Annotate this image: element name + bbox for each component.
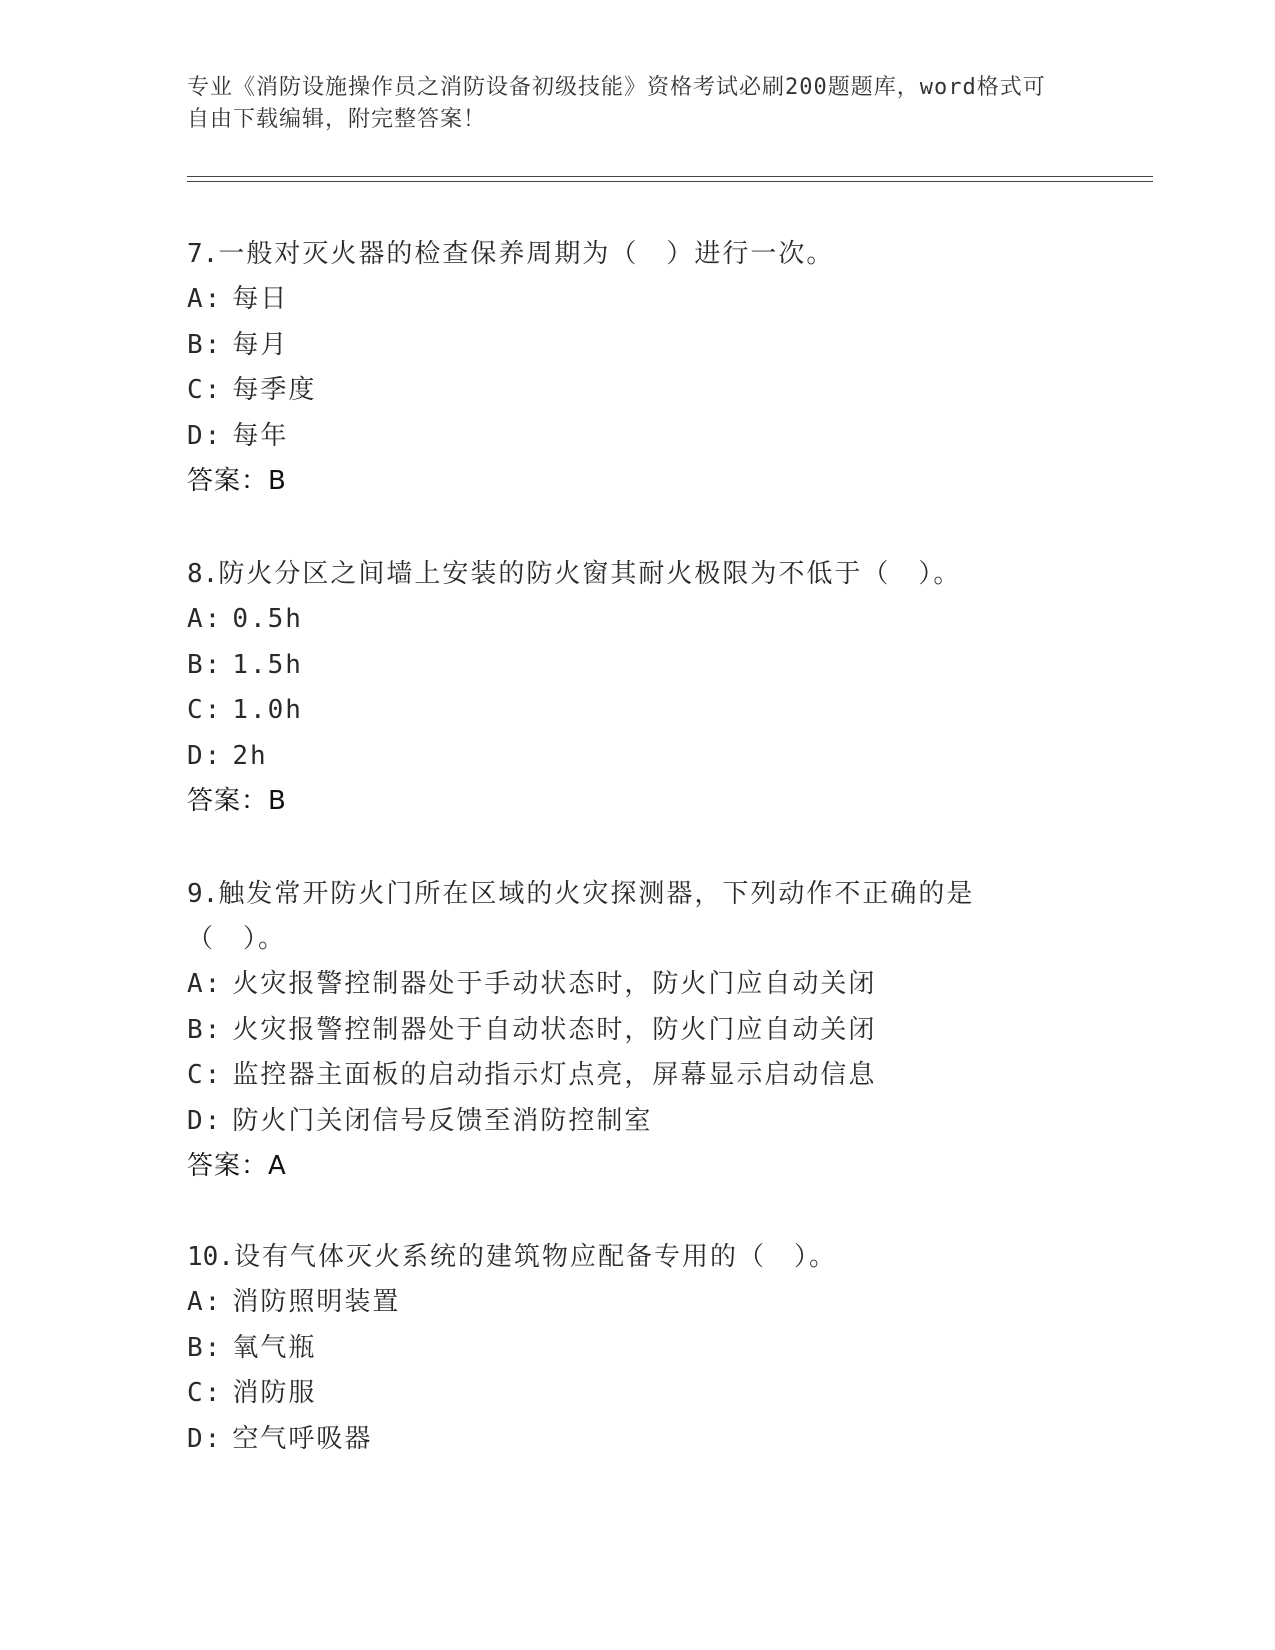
question-text	[187, 872, 1007, 962]
option-c	[187, 368, 1087, 414]
option-letter: A:	[187, 1287, 223, 1317]
option-text: 消防照明装置	[232, 1287, 401, 1317]
option-b	[187, 1326, 1087, 1372]
option-letter: C:	[187, 375, 223, 405]
question-7	[187, 232, 1087, 504]
option-d	[187, 414, 1087, 460]
answer-line: 答案：B	[187, 466, 287, 496]
option-letter: A:	[187, 604, 223, 634]
option-text: 每年	[232, 420, 289, 451]
answer-line: 答案：A	[187, 1151, 287, 1181]
option-d	[187, 734, 1087, 780]
question-9	[187, 872, 1087, 1189]
option-a	[187, 962, 1087, 1008]
question-number: 8.	[187, 559, 219, 589]
question-text	[187, 232, 1087, 277]
option-b	[187, 1008, 1087, 1054]
question-number: 10.	[187, 1242, 234, 1272]
option-a	[187, 277, 1087, 323]
option-d	[187, 1099, 1087, 1145]
option-letter: D:	[187, 420, 223, 451]
option-b	[187, 643, 1087, 689]
option-text: 每月	[232, 329, 289, 360]
document-header: 专业《消防设施操作员之消防设备初级技能》资格考试必刷200题题库，word格式可自由下载编辑，附完整答案！	[187, 75, 1046, 132]
option-text: 消防服	[232, 1378, 317, 1408]
option-text: 1.5h	[232, 649, 303, 680]
question-number: 7.	[187, 239, 219, 269]
option-d	[187, 1417, 1087, 1463]
option-a	[187, 1280, 1087, 1326]
option-letter: D:	[187, 1105, 223, 1136]
option-text: 空气呼吸器	[232, 1423, 373, 1454]
option-text: 火灾报警控制器处于自动状态时，防火门应自动关闭	[232, 1014, 877, 1045]
option-text: 2h	[232, 740, 268, 771]
question-text	[187, 1235, 1087, 1280]
question-10	[187, 1235, 1087, 1462]
option-letter: C:	[187, 1060, 223, 1090]
question-stem: 一般对灭火器的检查保养周期为（ ）进行一次。	[218, 239, 835, 269]
option-letter: A:	[187, 969, 223, 999]
option-letter: D:	[187, 1423, 223, 1454]
answer-line: 答案：B	[187, 786, 287, 816]
option-letter: C:	[187, 695, 223, 725]
option-c	[187, 1053, 1087, 1099]
option-letter: B:	[187, 1014, 223, 1045]
option-text: 0.5h	[232, 604, 303, 634]
option-letter: B:	[187, 649, 223, 680]
question-8	[187, 552, 1087, 824]
option-text: 火灾报警控制器处于手动状态时，防火门应自动关闭	[232, 969, 877, 999]
option-letter: B:	[187, 329, 223, 360]
option-c	[187, 1371, 1087, 1417]
question-number: 9.	[187, 879, 219, 909]
question-text	[187, 552, 1087, 597]
option-a	[187, 597, 1087, 643]
option-letter: A:	[187, 284, 223, 314]
option-text: 防火门关闭信号反馈至消防控制室	[232, 1105, 653, 1136]
question-stem: 设有气体灭火系统的建筑物应配备专用的（ ）。	[233, 1242, 837, 1272]
option-letter: D:	[187, 740, 223, 771]
option-text: 每季度	[232, 375, 317, 405]
option-letter: B:	[187, 1332, 223, 1363]
option-text: 氧气瓶	[232, 1332, 317, 1363]
option-c	[187, 688, 1087, 734]
header-divider-top	[187, 176, 1153, 177]
question-stem: 触发常开防火门所在区域的火灾探测器，下列动作不正确的是（ ）。	[187, 879, 975, 954]
option-b	[187, 323, 1087, 369]
option-text: 1.0h	[232, 695, 303, 725]
option-text: 监控器主面板的启动指示灯点亮，屏幕显示启动信息	[232, 1060, 877, 1090]
option-text: 每日	[232, 284, 289, 314]
question-stem: 防火分区之间墙上安装的防火窗其耐火极限为不低于（ ）。	[218, 559, 962, 589]
header-divider-bottom	[187, 181, 1153, 182]
option-letter: C:	[187, 1378, 223, 1408]
